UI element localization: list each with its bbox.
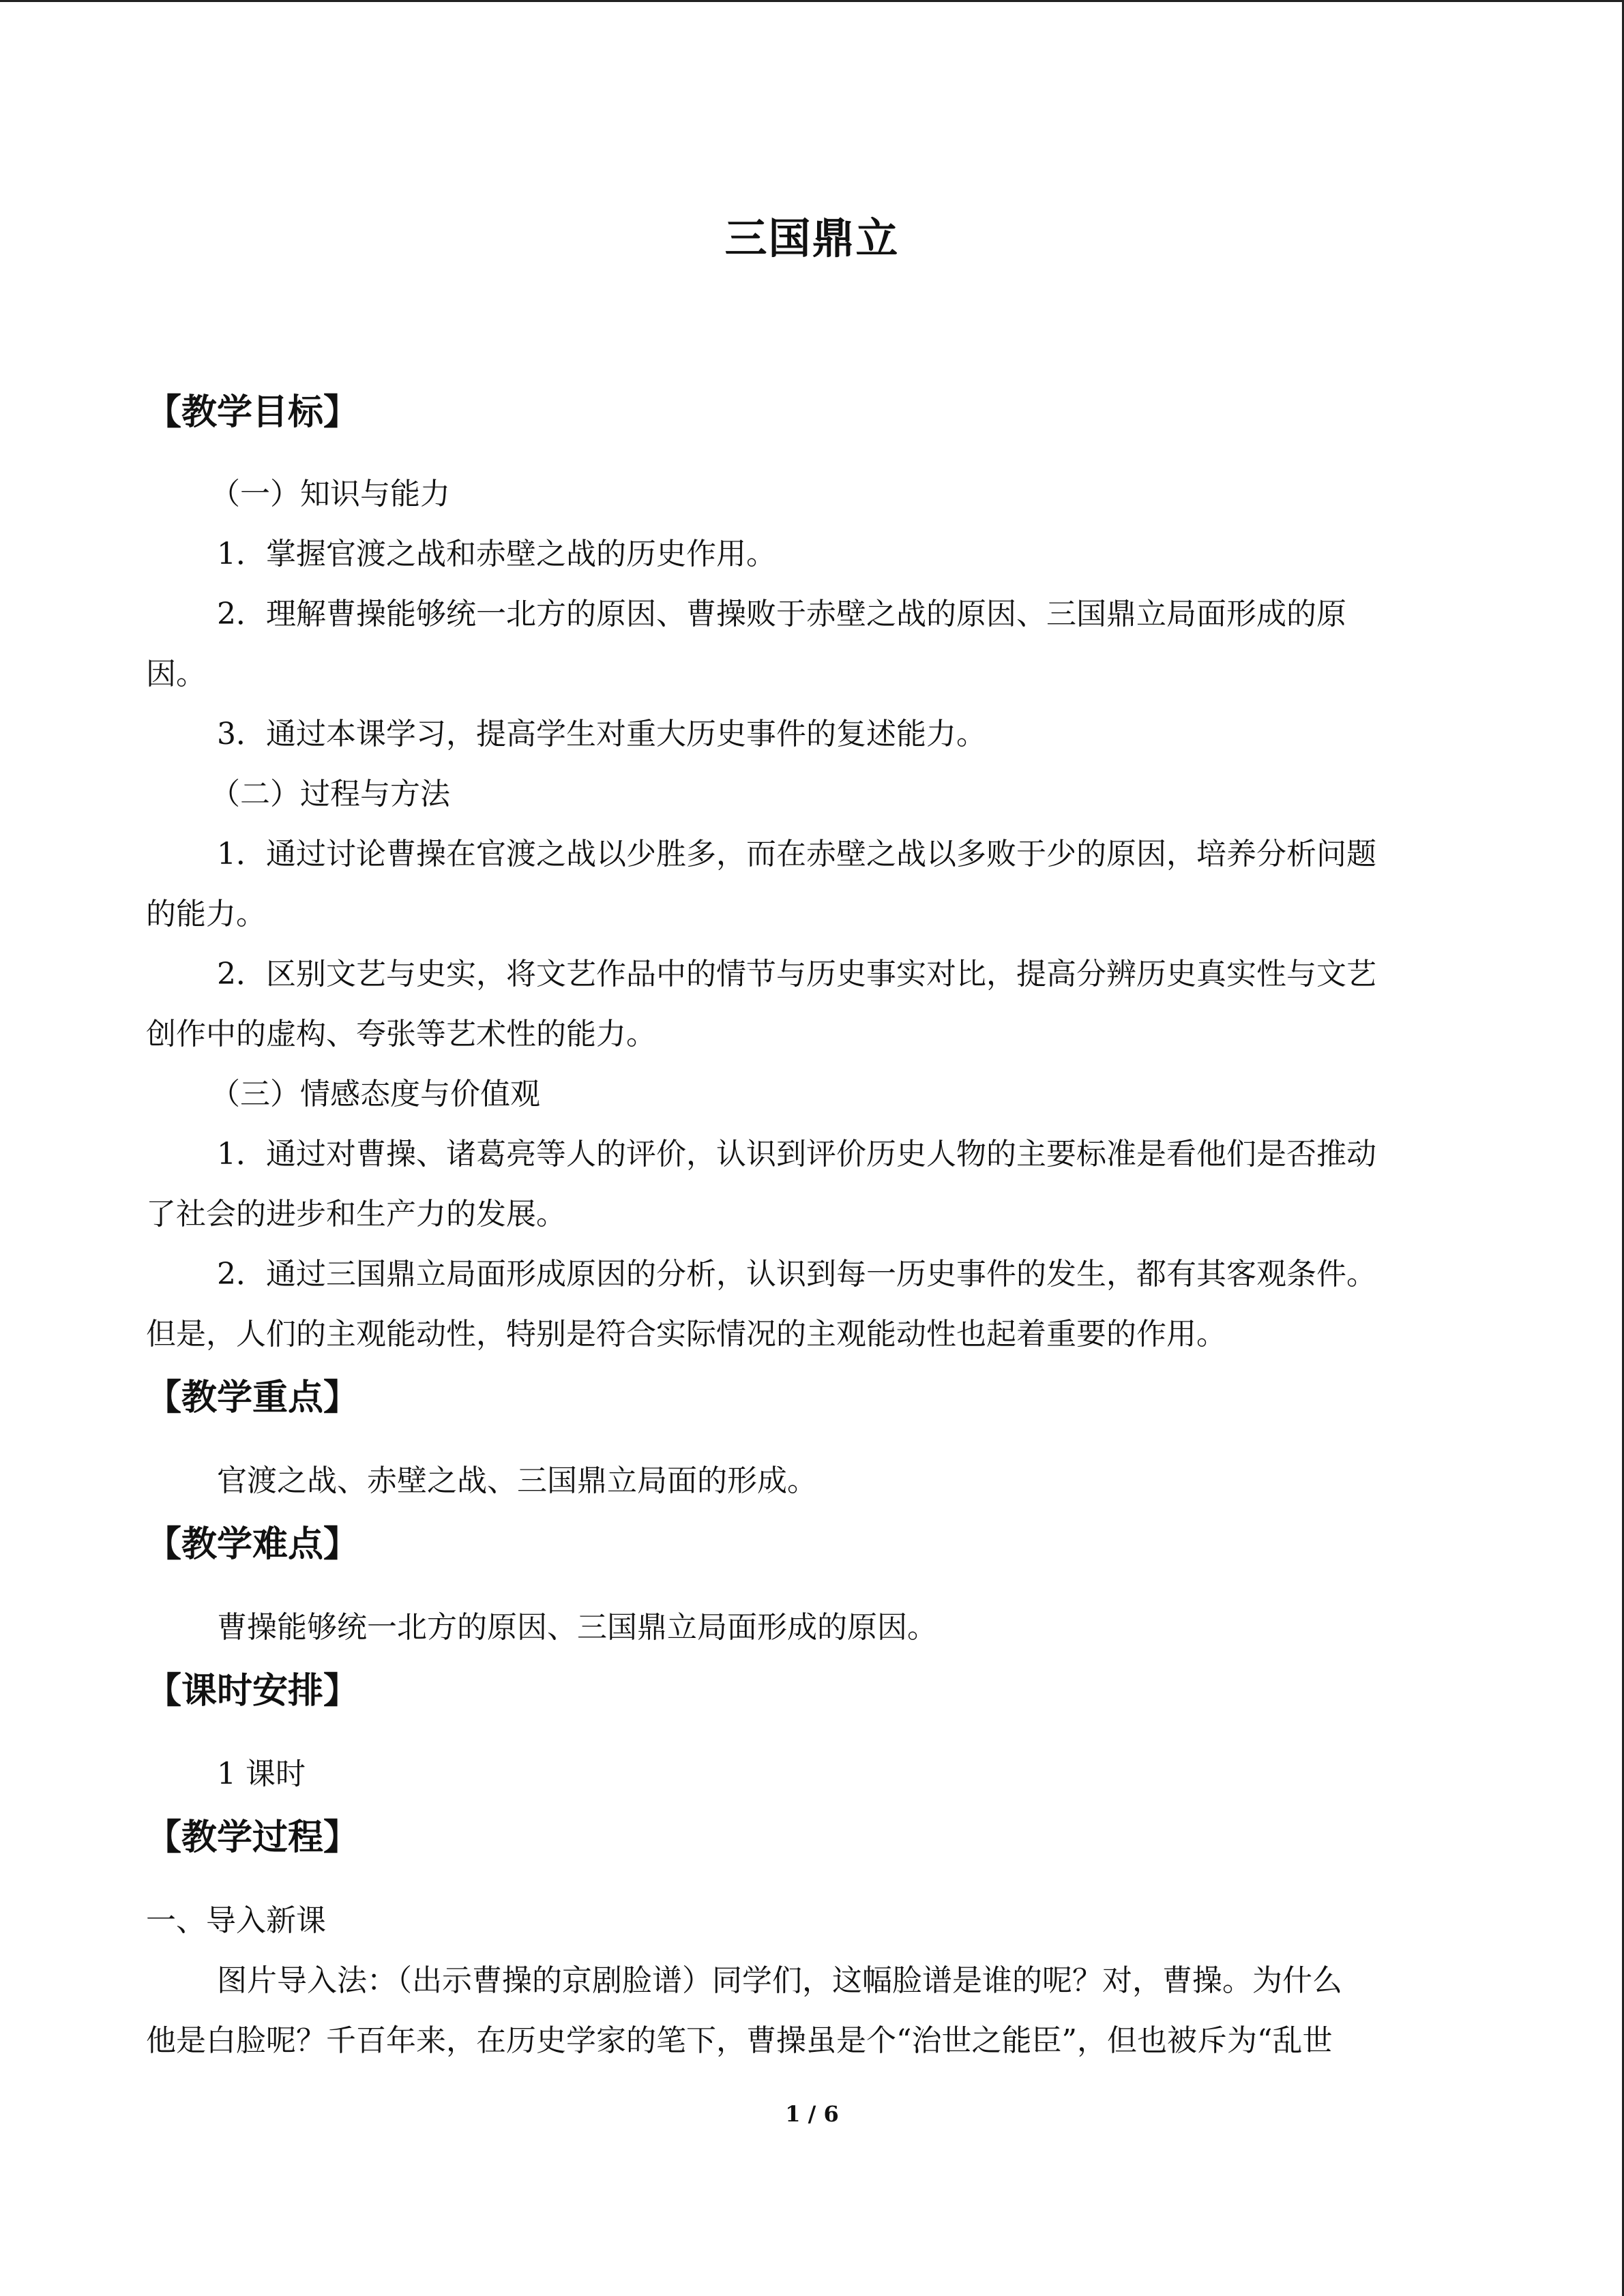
key-points-text: 官渡之战、赤壁之战、三国鼎立局面的形成。 bbox=[217, 1463, 817, 1498]
objective-knowledge-2-line1: 2．理解曹操能够统一北方的原因、曹操败于赤壁之战的原因、三国鼎立局面形成的原 bbox=[217, 597, 1346, 631]
objective-emotion-1-line2: 了社会的进步和生产力的发展。 bbox=[146, 1197, 566, 1232]
objective-knowledge-1: 1．掌握官渡之战和赤壁之战的历史作用。 bbox=[217, 537, 776, 571]
objective-process-2-line2: 创作中的虚构、夸张等艺术性的能力。 bbox=[146, 1017, 656, 1052]
objective-knowledge-2-line2: 因。 bbox=[146, 657, 206, 691]
objective-emotion-1-line1: 1．通过对曹操、诸葛亮等人的评价，认识到评价历史人物的主要标准是看他们是否推动 bbox=[217, 1137, 1376, 1172]
objective-process-2-line1: 2．区别文艺与史实，将文艺作品中的情节与历史事实对比，提高分辨历史真实性与文艺 bbox=[217, 957, 1376, 992]
process-intro-line2: 他是白脸呢？千百年来，在历史学家的笔下，曹操虽是个“治世之能臣”，但也被斥为“乱世 bbox=[146, 2023, 1333, 2058]
heading-difficulties: 【教学难点】 bbox=[146, 1524, 359, 1565]
objective-knowledge-3: 3．通过本课学习，提高学生对重大历史事件的复述能力。 bbox=[217, 717, 986, 751]
objective-process-1-line2: 的能力。 bbox=[146, 897, 266, 931]
schedule-text: 1 课时 bbox=[217, 1757, 306, 1791]
objective-emotion-2-line2: 但是，人们的主观能动性，特别是符合实际情况的主观能动性也起着重要的作用。 bbox=[146, 1317, 1226, 1352]
heading-teaching-process: 【教学过程】 bbox=[146, 1817, 359, 1858]
heading-teaching-objectives: 【教学目标】 bbox=[146, 392, 359, 433]
process-intro-line1: 图片导入法：（出示曹操的京剧脸谱）同学们，这幅脸谱是谁的呢？对，曹操。为什么 bbox=[217, 1963, 1342, 1998]
process-section-1-title: 一、导入新课 bbox=[146, 1903, 326, 1938]
document-title: 三国鼎立 bbox=[724, 213, 900, 263]
objective-process-1-line1: 1．通过讨论曹操在官渡之战以少胜多，而在赤壁之战以多败于少的原因，培养分析问题 bbox=[217, 837, 1376, 871]
objective-emotion-2-line1: 2．通过三国鼎立局面形成原因的分析，认识到每一历史事件的发生，都有其客观条件。 bbox=[217, 1257, 1376, 1292]
subheading-knowledge-ability: （一）知识与能力 bbox=[210, 477, 450, 511]
page-number: 1 / 6 bbox=[785, 2101, 839, 2127]
difficulties-text: 曹操能够统一北方的原因、三国鼎立局面形成的原因。 bbox=[217, 1610, 937, 1645]
heading-key-points: 【教学重点】 bbox=[146, 1377, 359, 1418]
subheading-process-method: （二）过程与方法 bbox=[210, 777, 450, 811]
subheading-emotion-values: （三）情感态度与价值观 bbox=[210, 1077, 540, 1112]
heading-schedule: 【课时安排】 bbox=[146, 1671, 359, 1712]
